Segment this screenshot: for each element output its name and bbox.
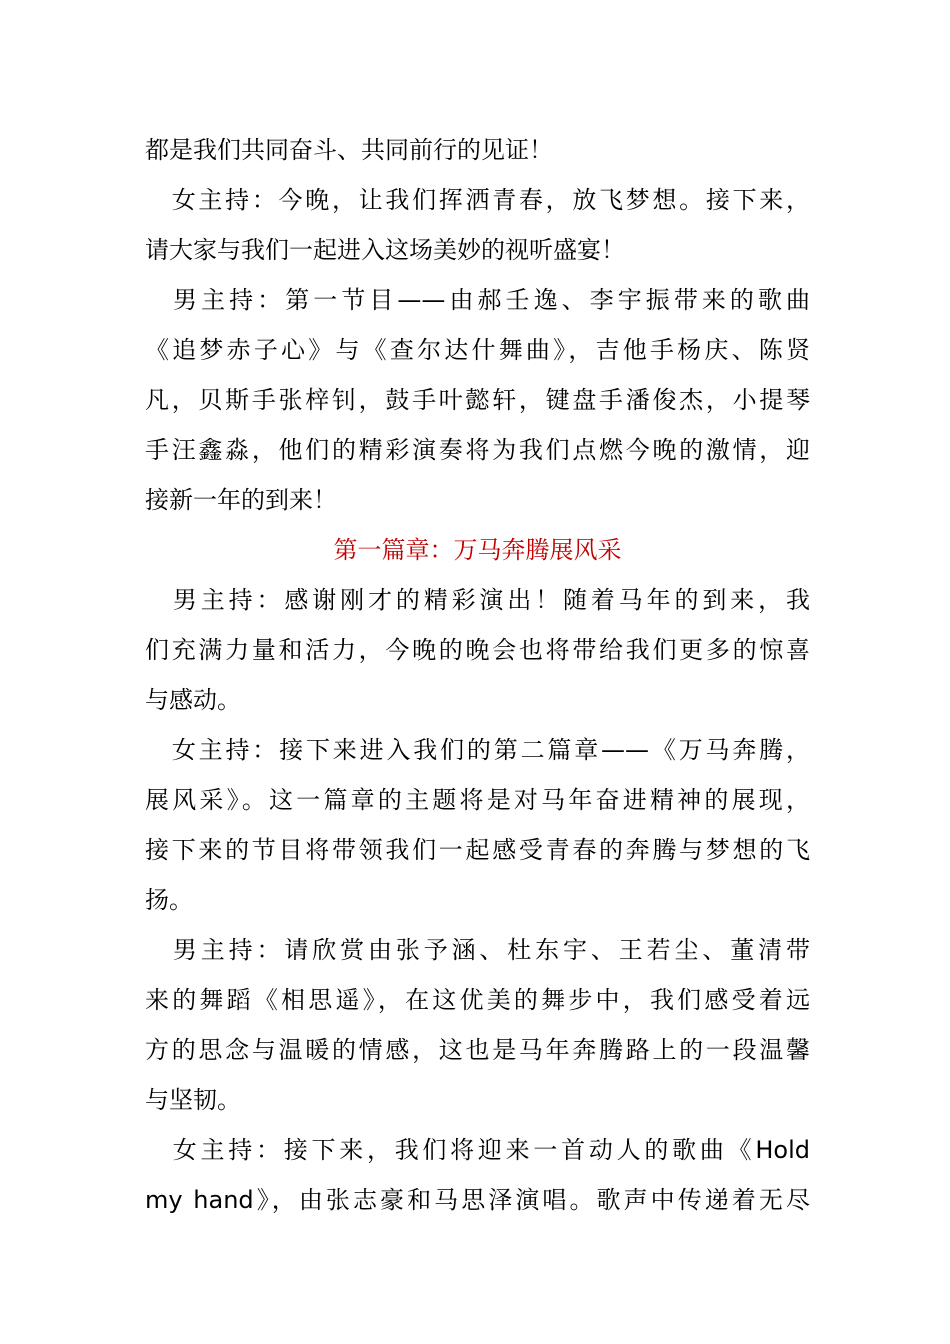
paragraph-line: my hand》，由张志豪和马思泽演唱。歌声中传递着无尽	[145, 1186, 810, 1214]
paragraph-line: 扬。	[145, 886, 193, 914]
paragraph-line: 男主持：请欣赏由张予涵、杜东宇、王若尘、董清带	[145, 936, 810, 964]
paragraph-line: 凡，贝斯手张梓钊，鼓手叶懿轩，键盘手潘俊杰，小提琴	[145, 386, 810, 414]
paragraph-line: 女主持：接下来进入我们的第二篇章——《万马奔腾，	[145, 736, 810, 764]
paragraph-line: 手汪鑫淼，他们的精彩演奏将为我们点燃今晚的激情，迎	[145, 436, 810, 464]
paragraph-line: 请大家与我们一起进入这场美妙的视听盛宴！	[145, 236, 625, 264]
paragraph-line: 都是我们共同奋斗、共同前行的见证！	[145, 136, 553, 164]
paragraph-line: 展风采》。这一篇章的主题将是对马年奋进精神的展现，	[145, 786, 810, 814]
paragraph-line: 接下来的节目将带领我们一起感受青春的奔腾与梦想的飞	[145, 836, 810, 864]
paragraph-line: 与坚韧。	[145, 1086, 241, 1114]
paragraph-line: 女主持：今晚，让我们挥洒青春，放飞梦想。接下来，	[145, 186, 810, 214]
paragraph-line: 们充满力量和活力，今晚的晚会也将带给我们更多的惊喜	[145, 636, 810, 664]
section-heading: 第一篇章：万马奔腾展风采	[333, 536, 622, 564]
paragraph-line: 《追梦赤子心》与《查尔达什舞曲》，吉他手杨庆、陈贤	[145, 336, 810, 364]
paragraph-line: 男主持：第一节目——由郝壬逸、李宇振带来的歌曲	[145, 286, 810, 314]
paragraph-line: 与感动。	[145, 686, 241, 714]
paragraph-line: 方的思念与温暖的情感，这也是马年奔腾路上的一段温馨	[145, 1036, 810, 1064]
paragraph-line: 接新一年的到来！	[145, 486, 337, 514]
paragraph-line: 来的舞蹈《相思遥》，在这优美的舞步中，我们感受着远	[145, 986, 810, 1014]
paragraph-line: 女主持：接下来，我们将迎来一首动人的歌曲《Hold	[145, 1136, 810, 1164]
paragraph-line: 男主持：感谢刚才的精彩演出！随着马年的到来，我	[145, 586, 810, 614]
